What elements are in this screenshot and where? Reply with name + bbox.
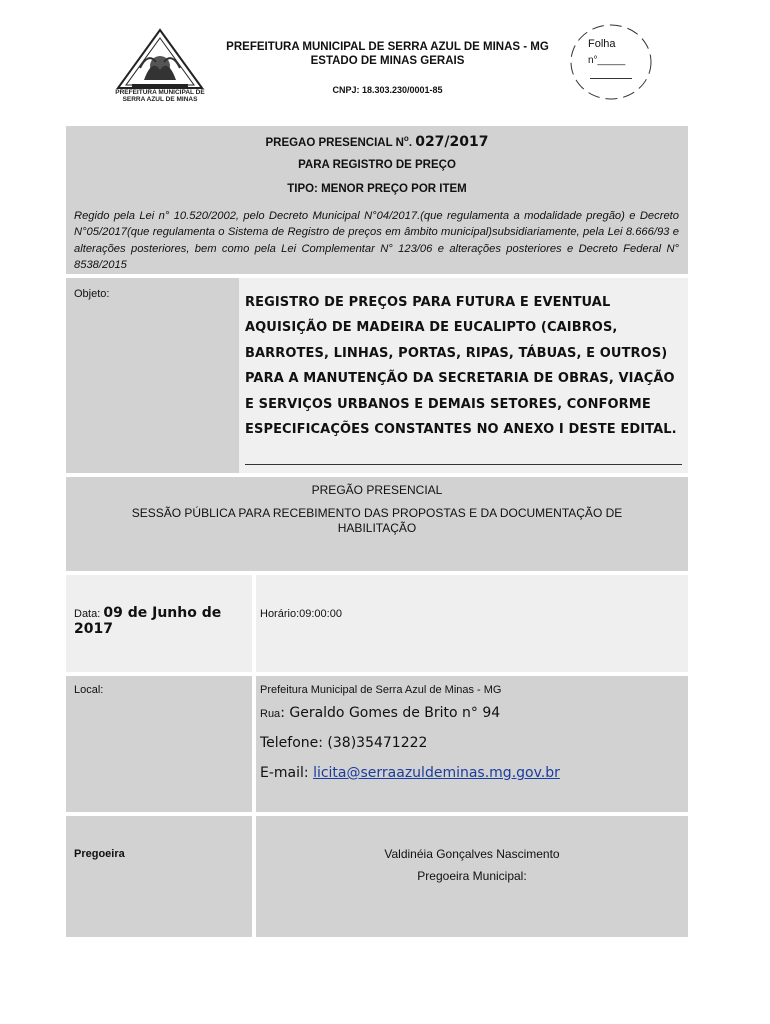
email-label: E-mail: (260, 765, 314, 781)
street-label: Rua (260, 708, 281, 720)
local-label: Local: (74, 684, 104, 696)
state-name: ESTADO DE MINAS GERAIS (310, 55, 465, 67)
stamp-line (590, 78, 632, 79)
pregoeira-details-cell (256, 816, 688, 937)
cnpj-number: CNPJ: 18.303.230/0001-85 (332, 85, 443, 95)
pregoeira-label: Pregoeira (74, 848, 125, 860)
pregoeira-label-cell (66, 816, 252, 937)
local-details-cell (256, 676, 688, 812)
objeto-box (66, 278, 688, 473)
procedure-type: TIPO: MENOR PREÇO POR ITEM (287, 183, 467, 195)
procedure-number: 027/2017 (415, 134, 489, 150)
time-cell (256, 575, 688, 672)
pregoeira-role: Pregoeira Municipal: (417, 869, 527, 883)
local-label-cell (66, 676, 252, 812)
date-value: 09 de Junho de 2017 (74, 605, 222, 637)
pregoeira-name: Valdinéia Gonçalves Nascimento (384, 847, 560, 861)
local-street (260, 705, 500, 721)
local-place: Prefeitura Municipal de Serra Azul de Minas - MG (260, 684, 502, 696)
time-text: Horário:09:00:00 (260, 608, 342, 620)
objeto-label: Objeto: (74, 288, 110, 300)
session-box (66, 477, 688, 571)
logo-caption: PREFEITURA MUNICIPAL DE SERRA AZUL DE MINAS (115, 89, 205, 103)
date-cell (66, 575, 252, 672)
stamp-label: Folha (588, 38, 616, 50)
local-phone: Telefone: (38)35471222 (260, 735, 428, 751)
session-description: SESSÃO PÚBLICA PARA RECEBIMENTO DAS PROPOSTAS E DA DOCUMENTAÇÃO DE HABILITAÇÃO (131, 506, 623, 535)
street-value: : Geraldo Gomes de Brito n° 94 (280, 705, 501, 721)
procedure-box (66, 126, 688, 274)
date-text (74, 605, 249, 637)
email-link[interactable]: licita@serraazuldeminas.mg.gov.br (313, 765, 560, 781)
date-label: Data: (74, 608, 104, 620)
session-title: PREGÃO PRESENCIAL (311, 483, 443, 497)
procedure-subtitle: PARA REGISTRO DE PREÇO (298, 159, 456, 171)
local-email (260, 765, 560, 781)
objeto-content (239, 278, 688, 473)
schedule-box (66, 575, 688, 672)
procedure-title: PREGAO PRESENCIAL $N^o$. 027/2017 (265, 134, 489, 150)
organization-name: PREFEITURA MUNICIPAL DE SERRA AZUL DE MINAS - MG (226, 41, 549, 53)
objeto-text: REGISTRO DE PREÇOS PARA FUTURA E EVENTUAL AQUISIÇÃO DE MADEIRA DE EUCALIPTO (CAIBROS, BARROTES, LINHAS, PORTAS, RIPAS, TÁBUAS, E OUTROS) PARA A MANUTENÇÃO DA SECRETARIA DE OBRAS, VIAÇÃO E SERVIÇOS URBANOS E DEMAIS SETORES, CONFORME ESPECIFICAÇÕES CONSTANTES NO ANEXO I DESTE EDITAL. (245, 295, 677, 438)
objeto-underline (245, 464, 682, 465)
procedure-title-suffix: . (408, 137, 416, 149)
stamp-number: n°_____ (588, 55, 626, 66)
pregoeira-box (66, 816, 688, 937)
legal-basis-text: Regido pela Lei n° 10.520/2002, pelo Decreto Municipal N°04/2017.(que regulamenta a modalidade pregão) e Decreto N°05/2017(que regulamenta o Sistema de Registro de preços em âmbito municipal)subsidiariamente, pela Lei 8.666/93 e alterações posteriores, bem como pela Lei Complementar N° 123/06 e alterações posteriores e Decreto Federal N° 8538/2015 (74, 210, 679, 271)
local-box (66, 676, 688, 812)
procedure-title-prefix: PREGAO PRESENCIAL N (265, 137, 404, 149)
document-header (0, 0, 770, 120)
